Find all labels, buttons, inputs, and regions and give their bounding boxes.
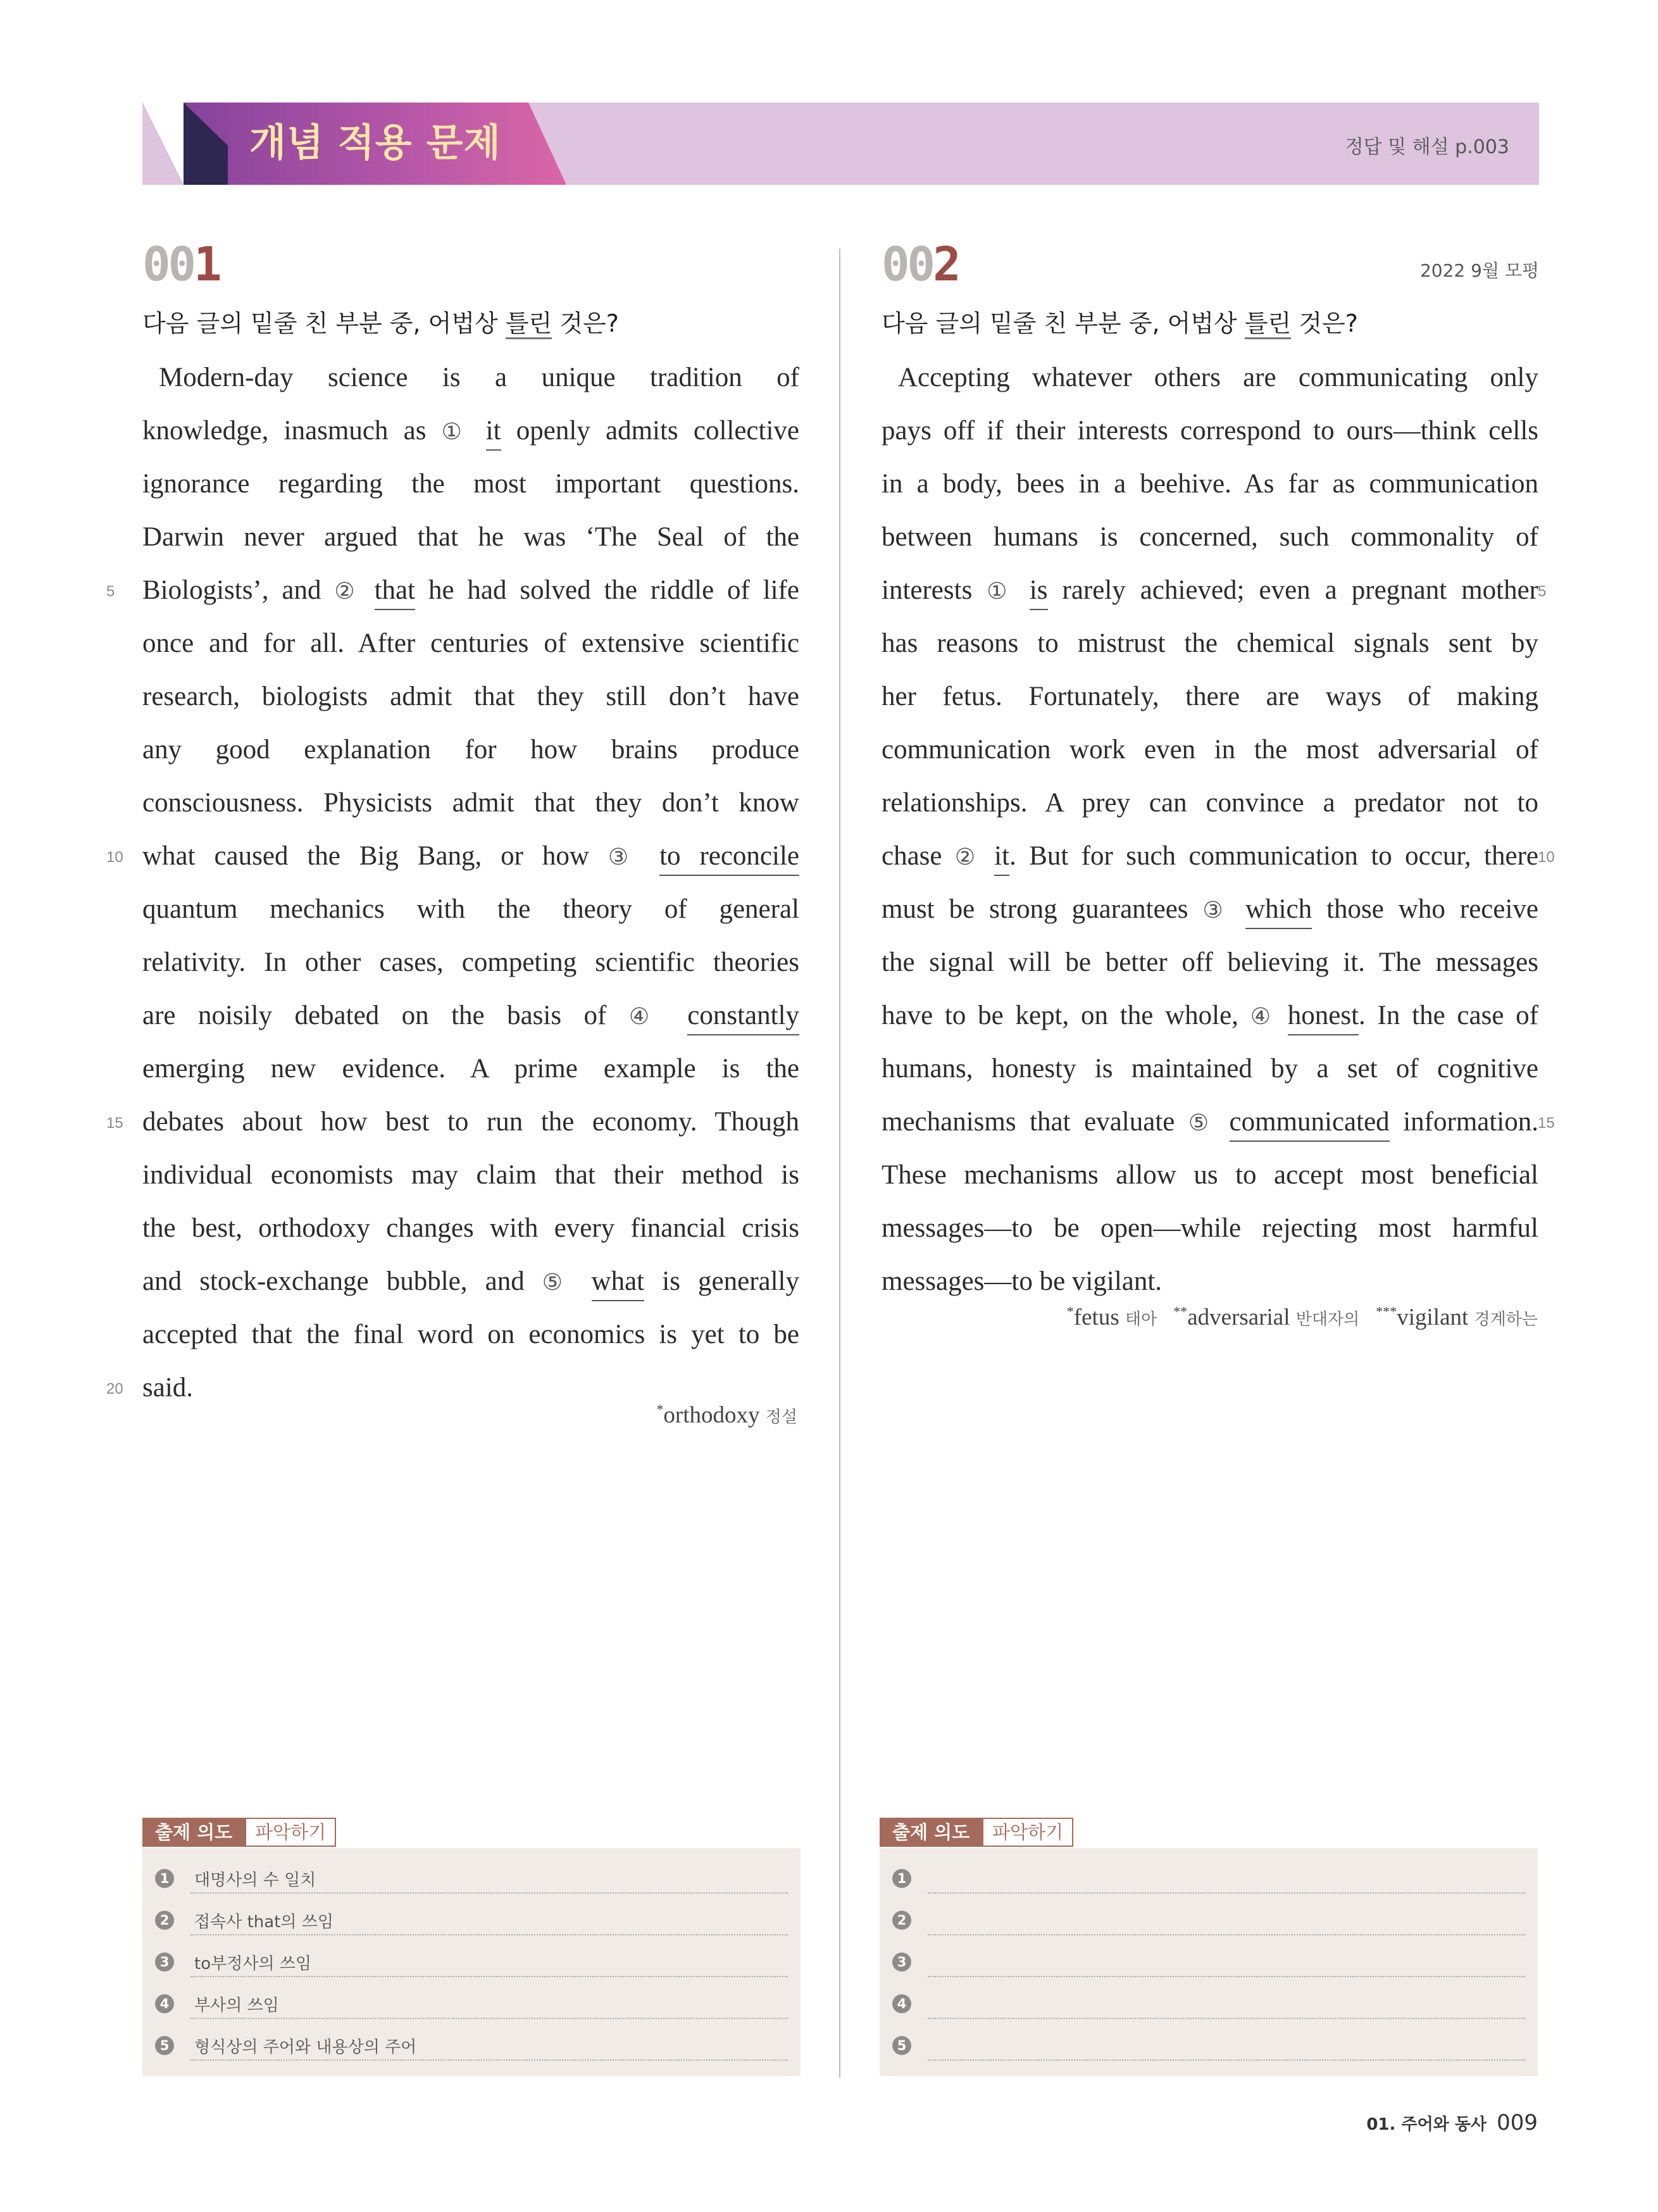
line-text: knowledge, inasmuch as xyxy=(142,416,442,446)
passage-line xyxy=(142,777,799,830)
number-bullet: 4 xyxy=(155,1994,174,2013)
line-text: These mechanisms allow us to accept most beneficial xyxy=(882,1160,1538,1190)
line-text: interests xyxy=(882,575,987,605)
dotted-line xyxy=(190,1892,788,1894)
line-text: mechanisms that evaluate xyxy=(882,1107,1188,1137)
analysis-row xyxy=(892,1943,1525,1984)
passage-line xyxy=(882,564,1538,617)
problem-source: 2022 9월 모평 xyxy=(1419,260,1539,281)
passage-line xyxy=(142,458,799,511)
line-text: ignorance regarding the most important questions. xyxy=(142,469,799,499)
passage-line xyxy=(882,511,1538,564)
underlined-choice: communicated xyxy=(1230,1107,1390,1142)
footnote-item xyxy=(1173,1304,1359,1330)
line-text: must be strong guarantees xyxy=(882,894,1203,924)
choice-marker: ③ xyxy=(1202,897,1231,923)
line-text: Darwin never argued that he was ‘The Seal of the xyxy=(142,522,799,552)
footnote-item xyxy=(1067,1304,1157,1330)
passage-line xyxy=(882,1202,1538,1255)
line-text: consciousness. Physicists admit that they don’t know xyxy=(142,788,799,818)
line-number: 5 xyxy=(1538,583,1547,600)
number-bullet: 1 xyxy=(892,1869,911,1888)
dotted-line xyxy=(928,1976,1525,1977)
line-text: rarely achieved; even a pregnant mother xyxy=(1047,575,1538,605)
line-text: those who receive xyxy=(1312,894,1538,924)
dotted-line xyxy=(928,1892,1525,1894)
choice-marker: ② xyxy=(334,578,361,604)
number-bullet: 3 xyxy=(155,1953,174,1971)
passage-line xyxy=(882,1149,1538,1202)
underlined-choice: constantly xyxy=(687,1001,799,1035)
passage-line xyxy=(142,830,799,883)
dotted-line xyxy=(928,1934,1525,1935)
line-number: 15 xyxy=(106,1115,123,1132)
footnote: *orthodoxy 정설 xyxy=(656,1401,797,1428)
number-bullet: 2 xyxy=(155,1911,174,1930)
line-text: and stock-exchange bubble, and xyxy=(142,1266,542,1296)
line-number: 15 xyxy=(1538,1115,1555,1132)
line-text: has reasons to mistrust the chemical signals sent by xyxy=(882,628,1538,658)
line-text: information. xyxy=(1389,1107,1538,1137)
passage-line xyxy=(882,1042,1538,1096)
passage-line xyxy=(142,670,799,723)
number-bullet: 5 xyxy=(155,2036,174,2055)
analysis-row xyxy=(892,1985,1525,2025)
line-text: relationships. A prey can convince a predator not to xyxy=(882,788,1538,818)
number-bullet: 5 xyxy=(892,2036,911,2055)
footnote-korean: 경계하는 xyxy=(1474,1310,1538,1330)
passage-line xyxy=(882,617,1538,670)
passage-text xyxy=(142,351,799,1415)
line-text: . But for such communication to occur, there xyxy=(1009,841,1538,871)
line-text: in a body, bees in a beehive. As far as communication xyxy=(882,469,1538,499)
choice-marker: ② xyxy=(954,844,982,870)
line-text: communication work even in the most adversarial of xyxy=(882,735,1538,765)
passage-line xyxy=(142,883,799,936)
page-number: 009 xyxy=(1497,2110,1538,2135)
line-text: what caused the Big Bang, or how xyxy=(142,841,608,871)
line-text: once and for all. After centuries of extensive scientific xyxy=(142,628,799,658)
line-text: any good explanation for how brains produce xyxy=(142,735,799,765)
passage-line xyxy=(882,351,1538,404)
line-text: quantum mechanics with the theory of general xyxy=(142,894,799,924)
passage-text xyxy=(882,351,1538,1308)
answer-reference: 정답 및 해설 p.003 xyxy=(1345,136,1509,158)
analysis-text: 형식상의 주어와 내용상의 주어 xyxy=(194,2038,417,2057)
analysis-box xyxy=(880,1848,1538,2076)
line-text: chase xyxy=(882,841,955,871)
footnote-korean: 반대자의 xyxy=(1295,1310,1360,1330)
underlined-choice: it xyxy=(994,841,1009,876)
footnote-word: adversarial xyxy=(1187,1304,1290,1331)
line-text: research, biologists admit that they still don’t have xyxy=(142,682,799,711)
line-text: are noisily debated on the basis of xyxy=(142,1001,629,1030)
analysis-row xyxy=(155,1859,788,1900)
passage-line xyxy=(882,404,1538,458)
line-text: relativity. In other cases, competing scientific theories xyxy=(142,947,799,977)
passage-line xyxy=(142,1042,799,1096)
analysis-tag: 출제 의도 파악하기 xyxy=(880,1818,1073,1847)
dotted-line xyxy=(190,2059,788,2061)
number-bullet: 4 xyxy=(892,1994,911,2013)
passage-line xyxy=(882,1096,1538,1149)
problem-number: 001 xyxy=(142,237,220,292)
choice-marker: ① xyxy=(441,419,471,445)
line-text: is generally xyxy=(644,1266,799,1296)
footnote-star: ** xyxy=(1173,1304,1188,1320)
passage-line xyxy=(142,723,799,777)
line-number: 5 xyxy=(106,583,115,600)
dotted-line xyxy=(928,2059,1525,2061)
analysis-row xyxy=(155,2027,788,2067)
passage-line xyxy=(142,351,799,404)
dotted-line xyxy=(190,1934,788,1935)
passage-line xyxy=(882,458,1538,511)
line-text: the best, orthodoxy changes with every financial crisis xyxy=(142,1213,799,1243)
passage-line xyxy=(882,936,1538,989)
analysis-row xyxy=(155,1901,788,1942)
line-number: 10 xyxy=(106,849,123,866)
analysis-text: 부사의 쓰임 xyxy=(194,1996,279,2015)
passage-line xyxy=(882,989,1538,1042)
analysis-text: 대명사의 수 일치 xyxy=(194,1871,316,1890)
line-text: Biologists’, and xyxy=(142,575,335,605)
line-text: debates about how best to run the economy. Though xyxy=(142,1107,799,1137)
line-number: 10 xyxy=(1538,849,1555,866)
dotted-line xyxy=(190,1976,788,1977)
analysis-text: 접속사 that의 쓰임 xyxy=(194,1913,334,1932)
number-bullet: 1 xyxy=(155,1869,174,1888)
analysis-box xyxy=(142,1848,801,2076)
passage-line xyxy=(142,564,799,617)
section-title: 개념 적용 문제 xyxy=(249,121,501,165)
choice-marker: ① xyxy=(987,578,1015,604)
problem-number: 002 xyxy=(882,237,959,292)
passage-line xyxy=(142,1308,799,1361)
choice-marker: ④ xyxy=(1250,1004,1276,1030)
line-text: her fetus. Fortunately, there are ways of making xyxy=(882,682,1538,711)
footnote-star: * xyxy=(1066,1304,1074,1320)
passage-line xyxy=(142,404,799,458)
footnote-word: fetus xyxy=(1073,1304,1119,1331)
choice-marker: ③ xyxy=(608,844,641,870)
number-bullet: 2 xyxy=(892,1911,911,1930)
passage-line xyxy=(882,670,1538,723)
dotted-line xyxy=(928,2018,1525,2019)
chapter-label: 01. 주어와 동사 xyxy=(1366,2115,1487,2134)
problem-instruction: 다음 글의 밑줄 친 부분 중, 어법상 틀린 것은? xyxy=(882,304,1358,339)
passage-line xyxy=(142,1149,799,1202)
underlined-choice: which xyxy=(1245,894,1312,929)
passage-line xyxy=(142,617,799,670)
line-text: individual economists may claim that their method is xyxy=(142,1160,799,1190)
line-text: emerging new evidence. A prime example is the xyxy=(142,1054,799,1084)
footnote-korean: 태아 xyxy=(1125,1310,1157,1330)
choice-marker: ⑤ xyxy=(542,1270,574,1296)
passage-line xyxy=(882,1255,1538,1308)
analysis-text: to부정사의 쓰임 xyxy=(194,1954,312,1973)
analysis-row xyxy=(155,1985,788,2025)
underlined-choice: that xyxy=(375,575,415,610)
footnotes xyxy=(1067,1304,1538,1331)
passage-line xyxy=(142,1096,799,1149)
analysis-row xyxy=(892,1901,1525,1942)
line-text: humans, honesty is maintained by a set of cognitive xyxy=(882,1054,1538,1084)
underlined-choice: it xyxy=(486,416,501,451)
underlined-choice: honest xyxy=(1288,1001,1359,1035)
line-text: said. xyxy=(142,1373,194,1403)
underlined-choice: what xyxy=(592,1266,645,1301)
line-text: accepted that the final word on economics is yet to be xyxy=(142,1320,799,1349)
line-number: 20 xyxy=(106,1380,123,1397)
line-text: messages—to be vigilant. xyxy=(882,1266,1162,1296)
passage-line xyxy=(142,1202,799,1255)
line-text: messages—to be open—while rejecting most harmful xyxy=(882,1213,1538,1243)
line-text: between humans is concerned, such commonality of xyxy=(882,522,1538,552)
passage-line xyxy=(142,1255,799,1308)
analysis-row xyxy=(155,1943,788,1984)
line-text: Accepting whatever others are communicating only xyxy=(898,363,1538,392)
passage-line xyxy=(882,883,1538,936)
line-text: have to be kept, on the whole, xyxy=(882,1001,1250,1030)
analysis-row xyxy=(892,2027,1525,2067)
analysis-row xyxy=(892,1859,1525,1900)
passage-line xyxy=(142,989,799,1042)
underlined-choice: to reconcile xyxy=(659,841,799,876)
passage-line xyxy=(142,511,799,564)
passage-line xyxy=(882,723,1538,777)
footnote-word: vigilant xyxy=(1397,1304,1469,1331)
dotted-line xyxy=(190,2018,788,2019)
analysis-tag: 출제 의도 파악하기 xyxy=(142,1818,336,1847)
passage-line xyxy=(882,830,1538,883)
passage-line xyxy=(142,936,799,989)
choice-marker: ⑤ xyxy=(1188,1110,1216,1136)
line-text: he had solved the riddle of life xyxy=(415,575,800,605)
choice-marker: ④ xyxy=(628,1004,665,1030)
line-text: the signal will be better off believing it. The messages xyxy=(882,947,1538,977)
column-divider xyxy=(839,249,840,2078)
number-bullet: 3 xyxy=(892,1953,911,1971)
footnote-item xyxy=(1376,1304,1538,1330)
problem-instruction: 다음 글의 밑줄 친 부분 중, 어법상 틀린 것은? xyxy=(142,304,619,339)
page-footer xyxy=(1366,2110,1538,2135)
underlined-choice: is xyxy=(1030,575,1048,610)
passage-line xyxy=(882,777,1538,830)
line-text: Modern-day science is a unique tradition of xyxy=(159,363,799,392)
line-text: openly admits collective xyxy=(501,416,799,446)
footnote-star: *** xyxy=(1376,1304,1397,1320)
line-text: . In the case of xyxy=(1359,1001,1538,1030)
line-text: pays off if their interests correspond to ours—think cells xyxy=(882,416,1538,446)
